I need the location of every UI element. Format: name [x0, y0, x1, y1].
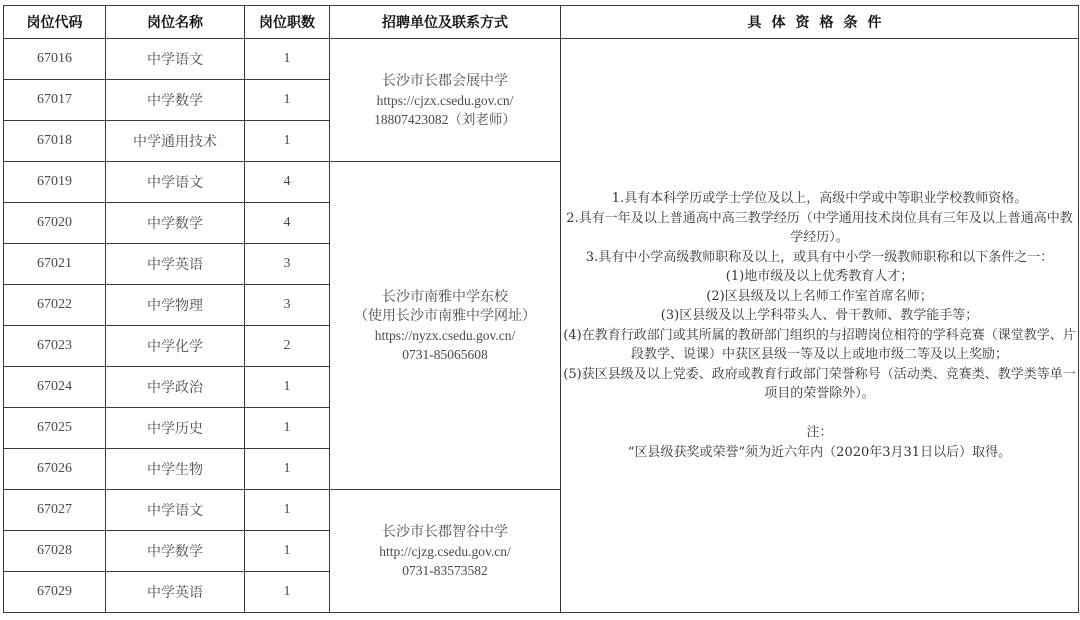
position-code: 67022: [4, 285, 106, 326]
unit-name: 长沙市南雅中学东校: [382, 288, 508, 305]
position-name: 中学历史: [106, 408, 245, 449]
position-name: 中学语文: [106, 490, 245, 531]
requirement-3-3: (3)区县级及以上学科带头人、骨干教师、教学能手等；: [660, 308, 979, 323]
position-code: 67019: [4, 162, 106, 203]
requirement-3-5: (5)获区县级及以上党委、政府或教育行政部门荣誉称号（活动类、竞赛类、教学类等单一项目的荣誉除外）。: [563, 366, 1076, 401]
position-name: 中学英语: [106, 244, 245, 285]
requirement-3-4: (4)在教育行政部门或其所属的教研部门组织的与招聘岗位相符的学科竞赛（课堂教学、片段教学、说课）中获区县级一等及以上或地市级二等及以上奖励；: [563, 327, 1076, 362]
position-name: 中学数学: [106, 531, 245, 572]
position-code: 67027: [4, 490, 106, 531]
position-name: 中学政治: [106, 367, 245, 408]
position-count: 3: [245, 285, 330, 326]
position-count: 4: [245, 162, 330, 203]
position-name: 中学语文: [106, 39, 245, 80]
position-code: 67025: [4, 408, 106, 449]
header-unit-contact: 招聘单位及联系方式: [330, 6, 561, 39]
note-label: 注：: [806, 425, 833, 440]
position-code: 67023: [4, 326, 106, 367]
unit-url[interactable]: https://nyzx.csedu.gov.cn/: [374, 327, 516, 343]
note-text: “区县级获奖或荣誉”须为近六年内（2020年3月31日以后）取得。: [627, 444, 1012, 460]
position-code: 67028: [4, 531, 106, 572]
position-count: 1: [245, 367, 330, 408]
position-count: 1: [245, 39, 330, 80]
unit-contact-cell: [330, 39, 561, 162]
unit-note: （使用长沙市南雅中学网址）: [354, 307, 536, 324]
position-count: 1: [245, 531, 330, 572]
unit-phone: 0731-83573582: [402, 562, 488, 578]
position-code: 67024: [4, 367, 106, 408]
position-code: 67021: [4, 244, 106, 285]
header-qualifications: 具体资格条件: [561, 6, 1079, 39]
position-count: 1: [245, 449, 330, 490]
recruitment-table: [3, 5, 1079, 613]
position-count: 4: [245, 203, 330, 244]
position-name: 中学英语: [106, 572, 245, 613]
position-count: 2: [245, 326, 330, 367]
unit-contact-cell: [330, 490, 561, 613]
position-code: 67026: [4, 449, 106, 490]
requirement-3-2: (2)区县级及以上名师工作室首席名师；: [706, 288, 933, 304]
position-count: 1: [245, 408, 330, 449]
header-position-count: 岗位职数: [245, 6, 330, 39]
unit-contact-cell: [330, 162, 561, 490]
header-position-code: 岗位代码: [4, 6, 106, 39]
position-name: 中学通用技术: [106, 121, 245, 162]
position-code: 67016: [4, 39, 106, 80]
requirement-2: 2.具有一年及以上普通高中高三教学经历（中学通用技术岗位具有三年及以上普通高中教学经历）。: [566, 210, 1073, 245]
position-name: 中学数学: [106, 203, 245, 244]
unit-url[interactable]: https://cjzx.csedu.gov.cn/: [376, 92, 514, 108]
position-name: 中学数学: [106, 80, 245, 121]
unit-phone: 0731-85065608: [402, 346, 488, 362]
position-count: 3: [245, 244, 330, 285]
position-code: 67017: [4, 80, 106, 121]
unit-url[interactable]: http://cjzg.csedu.gov.cn/: [379, 543, 511, 559]
requirement-1: 1.具有本科学历或学士学位及以上，高级中学或中等职业学校教师资格。: [611, 191, 1028, 206]
header-position-name: 岗位名称: [106, 6, 245, 39]
qualifications-cell: [561, 39, 1079, 613]
unit-phone: 18807423082（刘老师）: [374, 111, 516, 127]
requirement-3: 3.具有中小学高级教师职称及以上，或具有中小学一级教师职称和以下条件之一：: [585, 249, 1054, 265]
unit-name: 长沙市长郡智谷中学: [382, 523, 508, 540]
position-name: 中学生物: [106, 449, 245, 490]
table-row: [4, 39, 1079, 80]
position-name: 中学语文: [106, 162, 245, 203]
position-count: 1: [245, 572, 330, 613]
position-code: 67018: [4, 121, 106, 162]
position-count: 1: [245, 121, 330, 162]
spacer: [561, 404, 1078, 424]
position-code: 67020: [4, 203, 106, 244]
position-count: 1: [245, 80, 330, 121]
position-code: 67029: [4, 572, 106, 613]
requirement-3-1: (1)地市级及以上优秀教育人才；: [725, 269, 914, 284]
unit-name: 长沙市长郡会展中学: [382, 72, 508, 89]
position-name: 中学物理: [106, 285, 245, 326]
header-row: [4, 6, 1079, 39]
position-name: 中学化学: [106, 326, 245, 367]
position-count: 1: [245, 490, 330, 531]
